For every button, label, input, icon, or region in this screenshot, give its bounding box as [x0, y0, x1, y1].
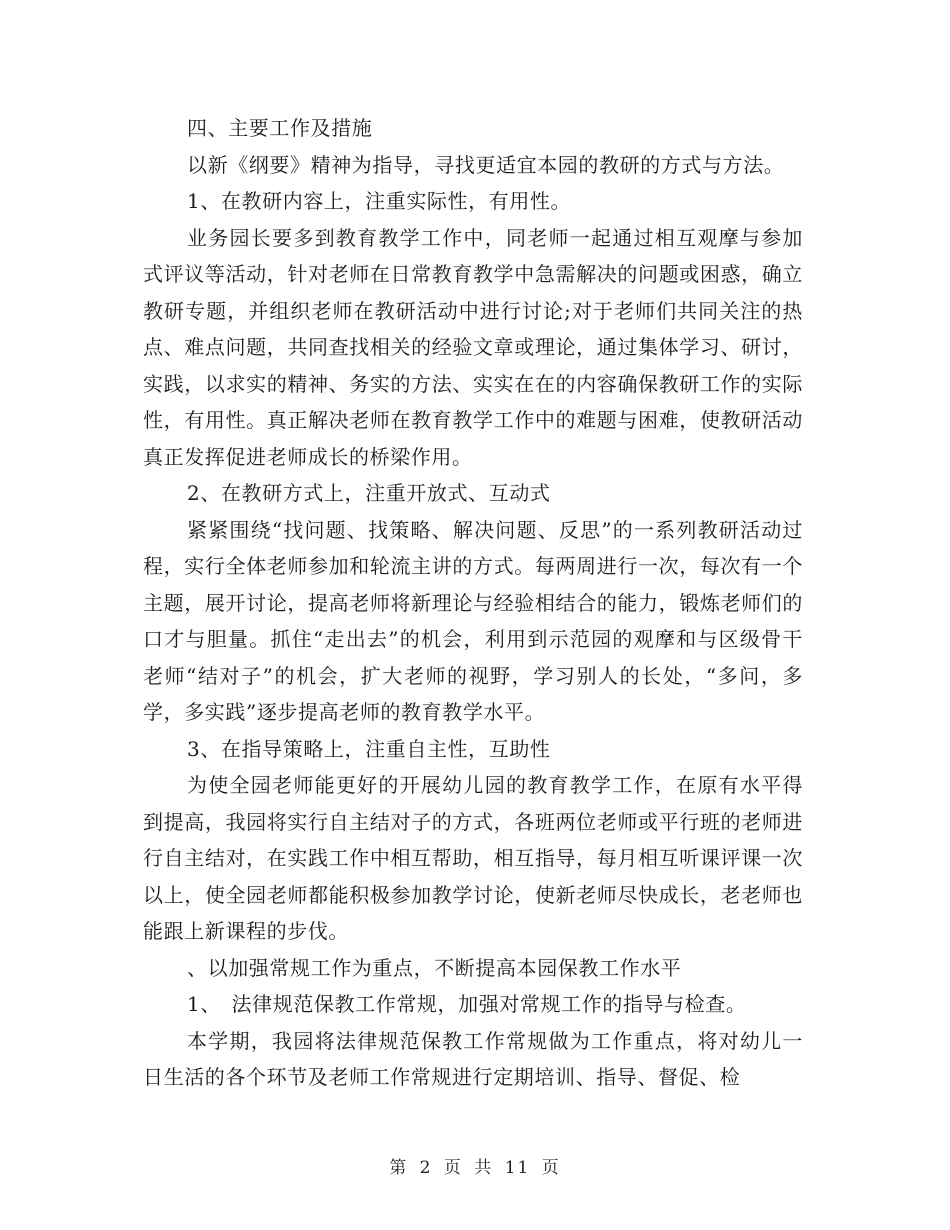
paragraph-research-content: 业务园长要多到教育教学工作中，同老师一起通过相互观摩与参加式评议等活动，针对老师在日常教育教学中急需解决的问题或困惑，确立教研专题，并组织老师在教研活动中进行讨论;对于老师们共同关注的热点、难点问题，共同查找相关的经验文章或理论，通过集体学习、研讨，实践，以求实的精神、务实的方法、实实在在的内容确保教研工作的实际性，有用性。真正解决老师在教育教学工作中的难题与困难，使教研活动真正发挥促进老师成长的桥梁作用。 — [143, 225, 803, 469]
subheading-research-method: 2、在教研方式上，注重开放式、互动式 — [187, 481, 551, 505]
page-footer-number: 第 2 页 共 11 页 — [389, 1158, 561, 1178]
subheading-regulate-routine: 1、 法律规范保教工作常规，加强对常规工作的指导与检查。 — [187, 992, 747, 1016]
subheading-guidance-strategy: 3、在指导策略上，注重自主性，互助性 — [187, 736, 551, 761]
document-body — [143, 110, 803, 1096]
intro-line: 以新《纲要》精神为指导，寻找更适宜本园的教研的方式与方法。 — [187, 152, 785, 177]
subheading-research-content: 1、在教研内容上，注重实际性，有用性。 — [187, 189, 572, 213]
paragraph-regulate-routine: 本学期，我园将法律规范保教工作常规做为工作重点，将对幼儿一日生活的各个环节及老师工作常规进行定期培训、指导、督促、检 — [143, 1028, 803, 1089]
section-heading-routine-work: 、以加强常规工作为重点，不断提高本园保教工作水平 — [187, 955, 682, 980]
paragraph-guidance-strategy: 为使全园老师能更好的开展幼儿园的教育教学工作，在原有水平得到提高，我园将实行自主结对子的方式，各班两位老师或平行班的老师进行自主结对，在实践工作中相互帮助，相互指导，每月相互听课评课一次以上，使全园老师都能积极参加教学讨论，使新老师尽快成长，老老师也能跟上新课程的步伐。 — [143, 773, 803, 943]
section-heading-main-measures: 四、主要工作及措施 — [187, 116, 373, 140]
paragraph-research-method: 紧紧围绕“找问题、找策略、解决问题、反思”的一系列教研活动过程，实行全体老师参加和轮流主讲的方式。每两周进行一次，每次有一个主题，展开讨论，提高老师将新理论与经验相结合的能力，锻炼老师们的口才与胆量。抓住“走出去”的机会，利用到示范园的观摩和与区级骨干老师“结对子”的机会，扩大老师的视野，学习别人的长处，“多问，多学，多实践”逐步提高老师的教育教学水平。 — [143, 517, 803, 724]
